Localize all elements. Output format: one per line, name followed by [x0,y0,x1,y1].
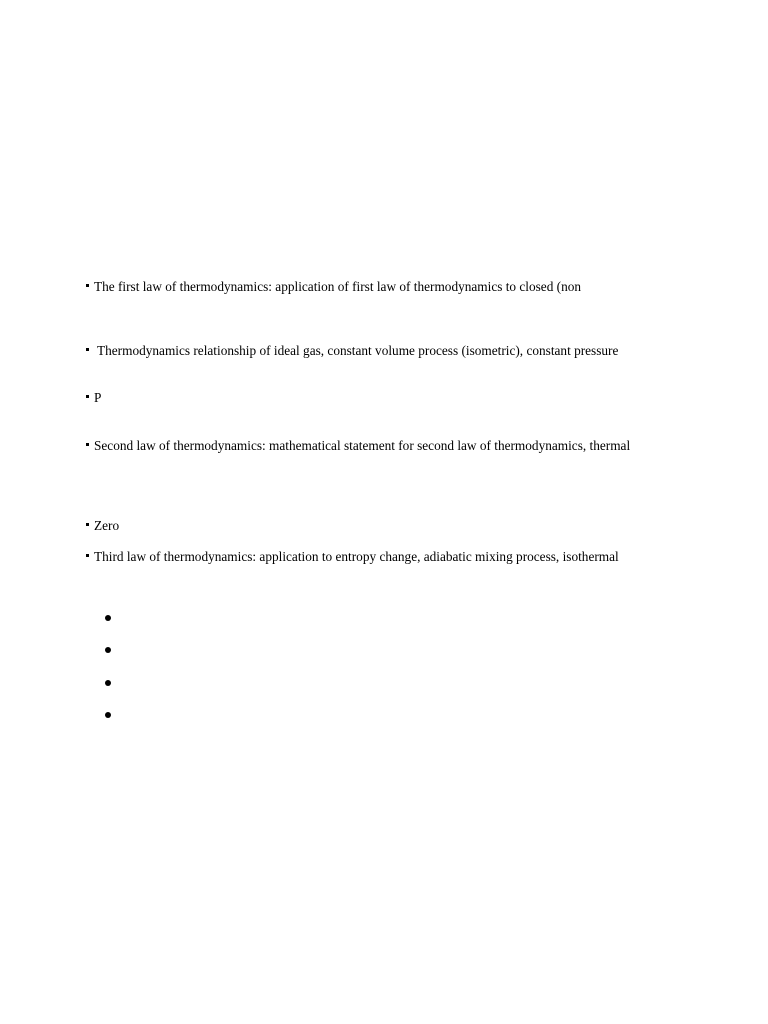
list-item-text: Zero [94,518,120,533]
list-item-ideal-gas [86,343,618,359]
round-bullet-icon [105,647,111,653]
list-item-text: Second law of thermodynamics: mathematical statement for second law of thermodynamics, thermal [94,438,631,453]
square-bullet-icon [86,523,89,526]
list-item-text: P [94,390,102,405]
square-bullet-icon [86,284,89,287]
square-bullet-icon [86,554,89,557]
square-bullet-icon [86,348,89,351]
list-item-second-law [86,438,630,454]
square-bullet-icon [86,395,89,398]
list-item-text: Third law of thermodynamics: application to entropy change, adiabatic mixing process, isothermal [94,549,619,564]
round-bullet-icon [105,615,111,621]
list-item-text: The first law of thermodynamics: application of first law of thermodynamics to closed (non [94,279,582,294]
round-bullet-icon [105,680,111,686]
list-item-zero [86,518,119,534]
round-bullet-icon [105,712,111,718]
list-item-text: Thermodynamics relationship of ideal gas, constant volume process (isometric), constant pressure [97,343,619,358]
list-item-first-law [86,279,581,295]
list-item-third-law [86,549,619,565]
square-bullet-icon [86,443,89,446]
list-item-p [86,390,101,406]
